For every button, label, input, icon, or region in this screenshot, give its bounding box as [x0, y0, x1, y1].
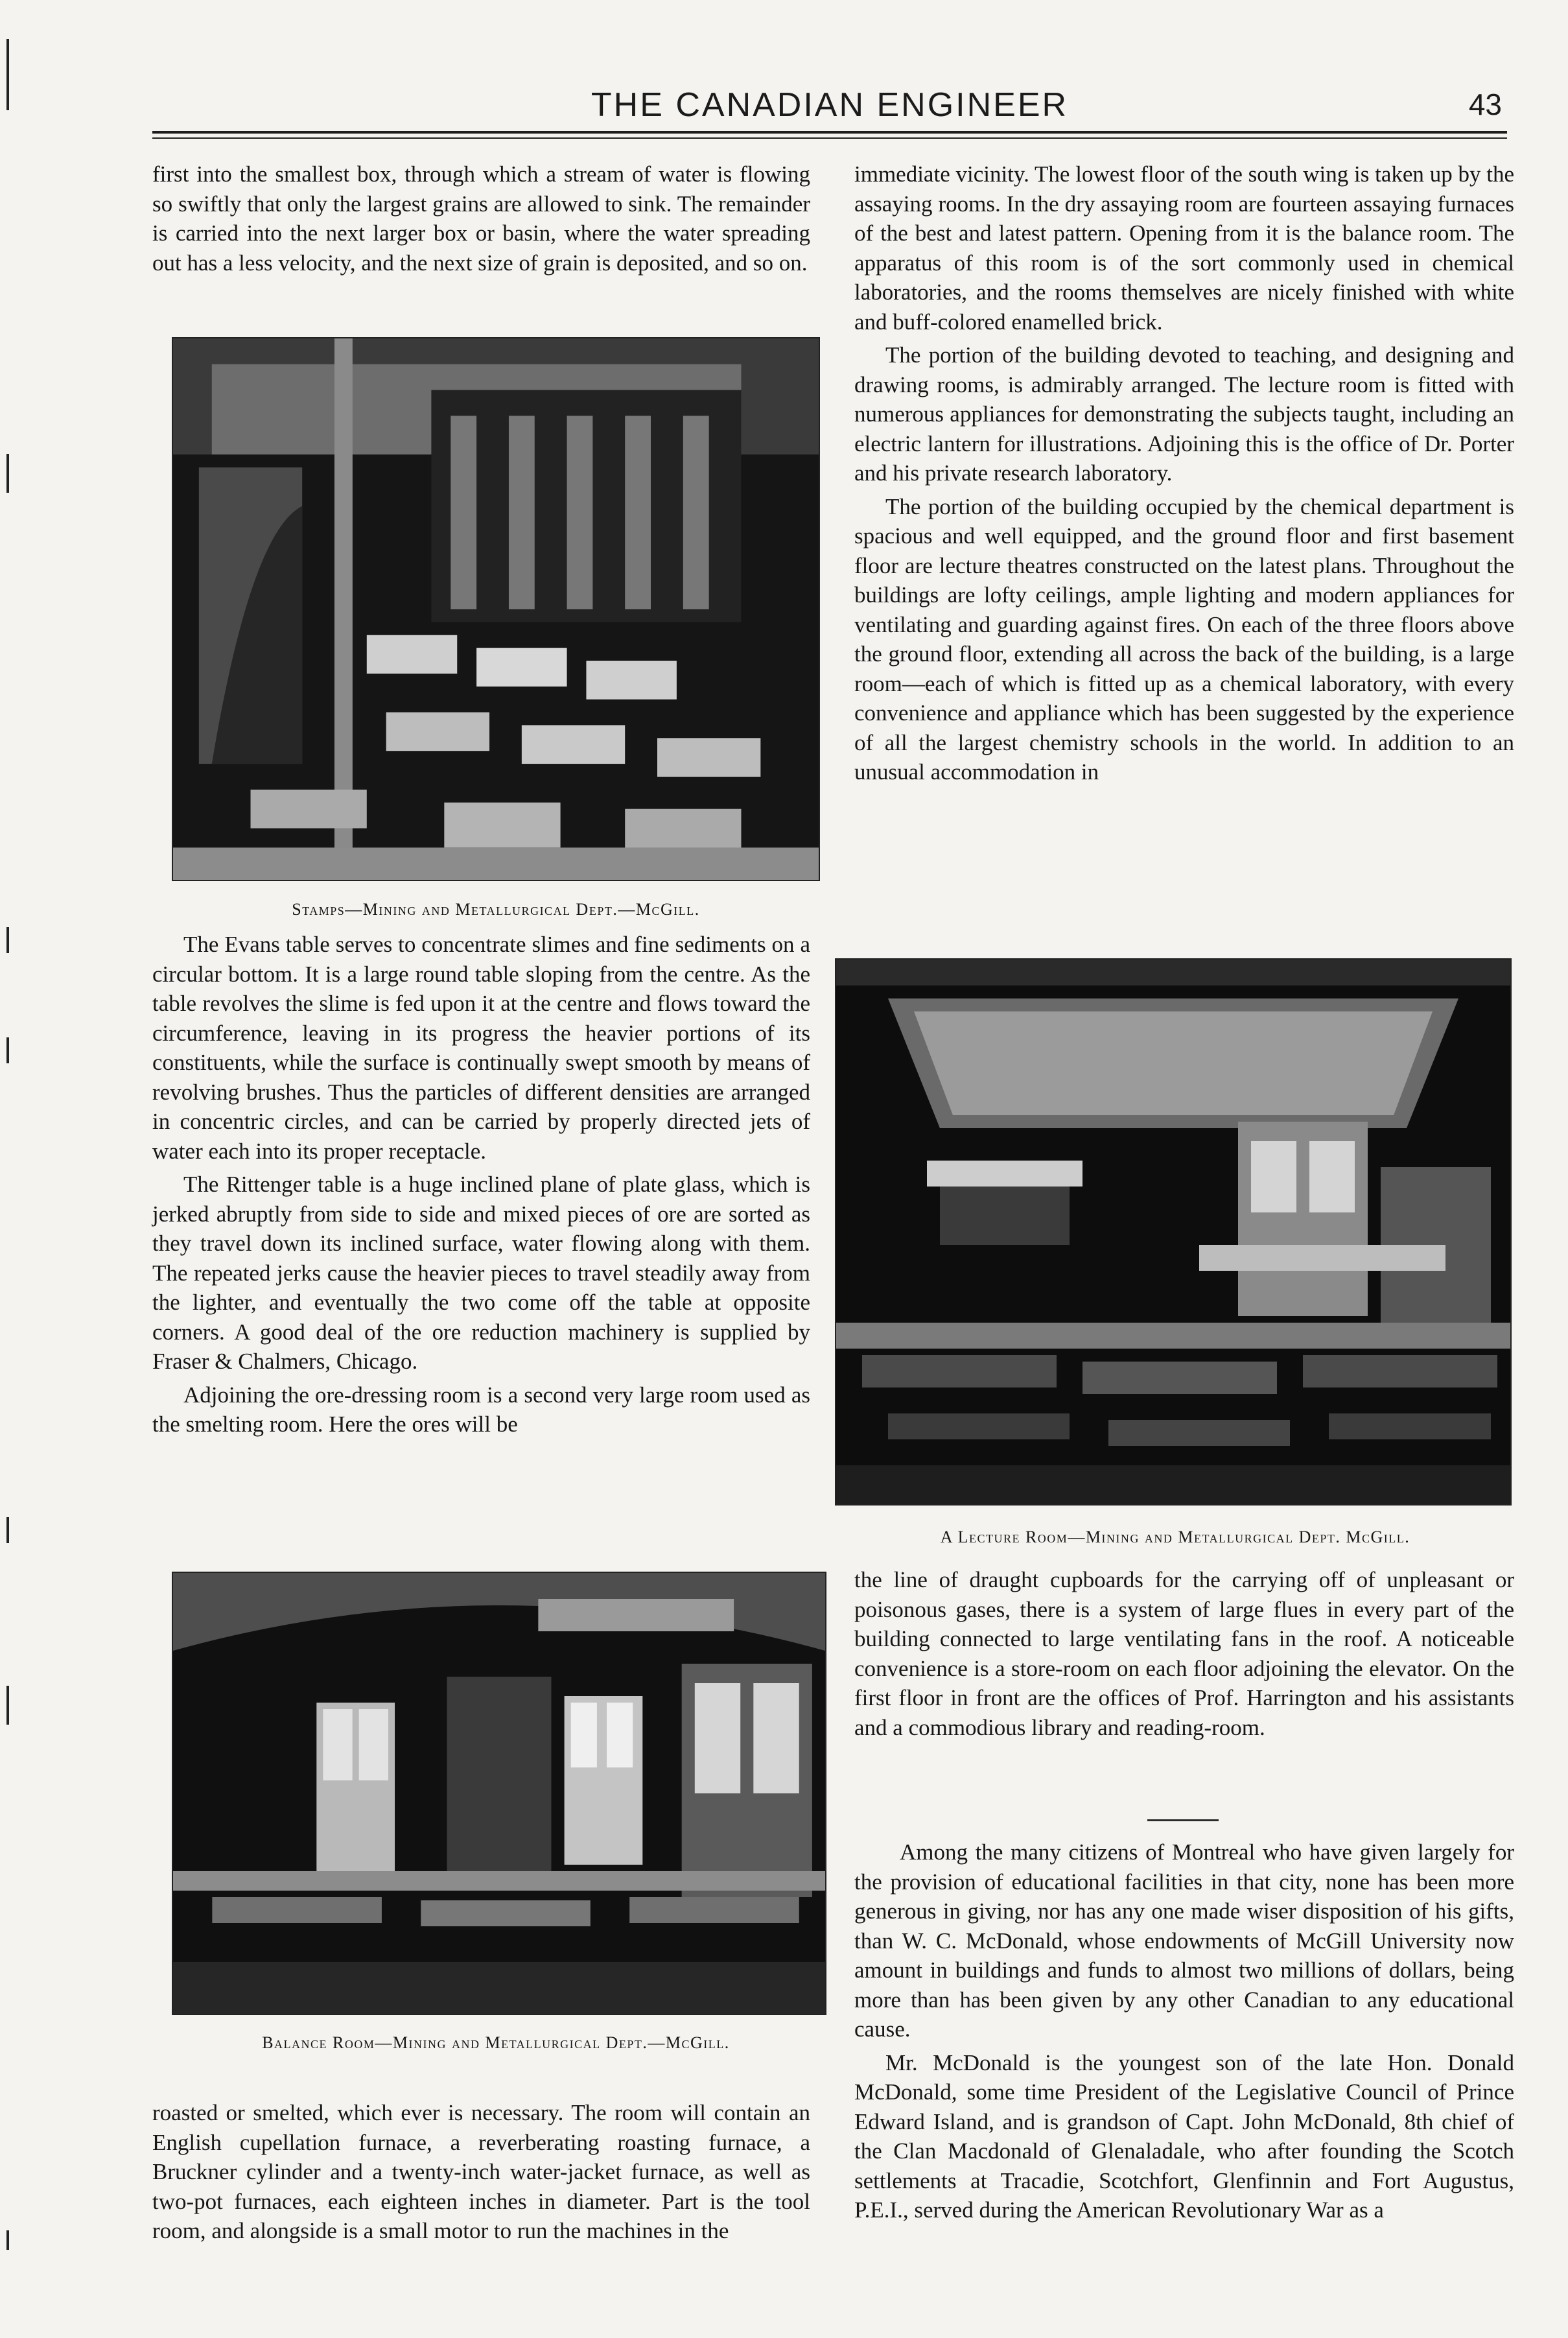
rittenger-table-paragraph: The Rittenger table is a huge inclined plane of plate glass, which is jerked abruptly from side to side and mixed pieces of ore are sorted as they travel down its inclined surface, water flowing along with them. The repeated jerks cause the heavier pieces to travel steadily away from the lighter, and eventually the two come off the table at opposite corners. A good deal of the ore reduction machinery is supplied by Fraser & Chalmers, Chicago.: [152, 1172, 810, 1374]
balance-room-photo: [172, 1572, 826, 2015]
left-column-bottom: [152, 2098, 810, 2250]
right-column-top: [854, 159, 1514, 791]
left-column-middle: [152, 930, 810, 1443]
balance-room-photo-drawing: [173, 1573, 825, 2014]
scan-edge-mark: [6, 39, 9, 110]
scan-edge-mark: [6, 454, 9, 493]
section-divider: [1147, 1819, 1219, 1821]
lecture-room-caption: A Lecture Room—Mining and Metallurgical Dept. McGill.: [940, 1528, 1410, 1546]
lecture-room-photo-drawing: [836, 960, 1510, 1504]
smelting-furnaces-paragraph: roasted or smelted, which ever is necessary. The room will contain an English cupellation furnace, a reverberating roasting furnace, a Bruckner cylinder and a twenty-inch water-jacket furnace, as well as two-pot furnaces, each eighteen inches in diameter. Part is the tool room, and alongside is a small motor to run the machines in the: [152, 2100, 810, 2243]
right-column-middle: [854, 1565, 1514, 1746]
scan-edge-mark: [6, 1517, 9, 1543]
right-column-bottom: [854, 1837, 1514, 2229]
mcdonald-biography-paragraph: Mr. McDonald is the youngest son of the late Hon. Donald McDonald, some time President of the Legislative Council of Prince Edward Island, and is grandson of Capt. John McDonald, 8th chief of the Clan Macdonald of Glenaladale, who after founding the Scotch settlements at Tracadie, Scotchfort, Glenfinnin and Fort Augustus, P.E.I., served during the American Revolutionary War as a: [854, 2049, 1514, 2223]
scan-edge-mark: [6, 1686, 9, 1725]
stamps-photo-drawing: [173, 338, 819, 880]
left-column-top: [152, 159, 810, 281]
stamps-photo: [172, 337, 820, 881]
stamps-figure: [172, 337, 820, 921]
scan-edge-mark: [6, 927, 9, 953]
header-rule-top: [152, 131, 1507, 134]
scan-edge-mark: [6, 1037, 9, 1063]
assaying-rooms-paragraph: immediate vicinity. The lowest floor of the south wing is taken up by the assaying rooms. In the dry assaying room are fourteen assaying furnaces of the best and latest pattern. Opening from it is the balance room. The apparatus of this room is of the sort commonly used in chemical laboratories, and the rooms themselves are nicely finished with white and buff-colored enamelled brick.: [854, 161, 1514, 335]
evans-table-paragraph: The Evans table serves to concentrate slimes and fine sediments on a circular bottom. It is a large round table sloping from the centre. As the table revolves the slime is fed upon it at the centre and flows toward the circumference, leaving in its progress the heavier portions of its constituents, while the surface is continually swept smooth by means of revolving brushes. Thus the particles of different densities are arranged in concentric circles, and can be carried by properly directed jets of water each into its proper receptacle.: [152, 932, 810, 1164]
mcdonald-endowment-paragraph: Among the many citizens of Montreal who have given largely for the provision of educational facilities in that city, none has been more generous in giving, nor has any one made wiser disposition of his gifts, than W. C. McDonald, whose endowments of McGill University now amount in buildings and funds to almost two millions of dollars, being more than has been given by any other Canadian to any educational cause.: [854, 1839, 1514, 2042]
running-head: [152, 83, 1507, 128]
page-number: 43: [1468, 88, 1502, 121]
lecture-room-photo: [835, 958, 1512, 1506]
publication-title: THE CANADIAN ENGINEER: [591, 86, 1069, 124]
stamps-caption: Stamps—Mining and Metallurgical Dept.—McGill.: [292, 900, 700, 919]
chemical-department-paragraph: The portion of the building occupied by the chemical department is spacious and well equipped, and the ground floor and first basement floor are lecture theatres constructed on the latest plans. Throughout the buildings are lofty ceilings, ample lighting and modern appliances for ventilating and guarding against fires. On each of the three floors above the ground floor, extending all across the back of the building, is a large room—each of which is fitted up as a chemical laboratory, with every convenience and appliance which has been suggested by the experience of all the largest chemistry schools in the world. In addition to an unusual accommodation in: [854, 493, 1514, 785]
teaching-rooms-paragraph: The portion of the building devoted to teaching, and designing and drawing rooms, is admirably arranged. The lecture room is fitted with numerous appliances for demonstrating the subjects taught, including an electric lantern for illustrations. Adjoining this is the office of Dr. Porter and his private research laboratory.: [854, 342, 1514, 486]
smelting-room-paragraph: Adjoining the ore-dressing room is a second very large room used as the smelting room. Here the ores will be: [152, 1382, 810, 1437]
scan-edge-mark: [6, 2230, 9, 2250]
balance-room-caption: Balance Room—Mining and Metallurgical Dept.—McGill.: [262, 2033, 730, 2052]
balance-room-figure: [172, 1572, 826, 2090]
ventilation-paragraph: the line of draught cupboards for the carrying off of unpleasant or poisonous gases, there is a system of large flues in every part of the building connected to large ventilating fans in the roof. A noticeable convenience is a store-room on each floor adjoining the elevator. On the first floor in front are the offices of Prof. Harrington and his assistants and a commodious library and reading-room.: [854, 1567, 1514, 1740]
lecture-room-figure: [835, 958, 1515, 1555]
header-rule-bottom: [152, 137, 1507, 139]
intro-paragraph: first into the smallest box, through which a stream of water is flowing so swiftly that only the largest grains are allowed to sink. The remainder is carried into the next larger box or basin, where the water spreading out has a less velocity, and the next size of grain is deposited, and so on.: [152, 161, 810, 276]
